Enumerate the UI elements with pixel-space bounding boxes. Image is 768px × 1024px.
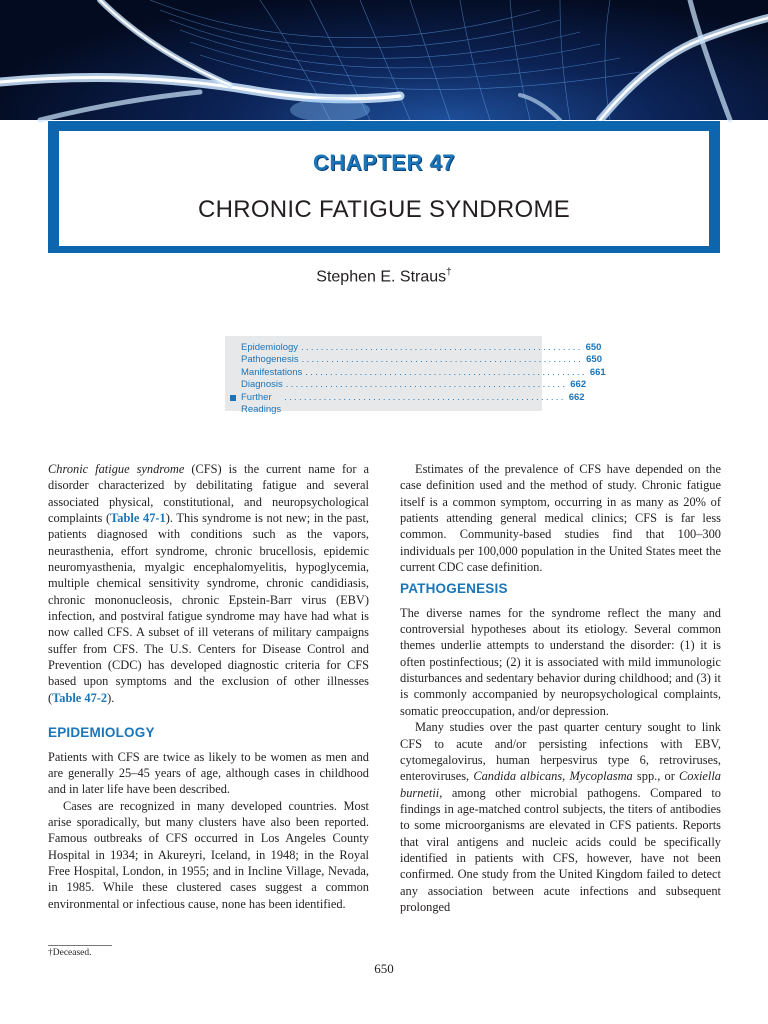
author-footnote-mark: † xyxy=(446,267,452,278)
chapter-contents xyxy=(225,336,606,415)
square-bullet-icon xyxy=(230,395,236,401)
right-column xyxy=(400,461,721,915)
pathogenesis-paragraph xyxy=(400,719,721,915)
toc-label: Further Readings xyxy=(241,391,282,415)
footnote: †Deceased. xyxy=(48,948,92,958)
toc-item-diagnosis[interactable] xyxy=(241,379,587,391)
title-panel xyxy=(59,131,709,246)
toc-leader: ......................................................... xyxy=(301,354,584,366)
left-column xyxy=(48,461,369,912)
intro-text: (CFS) is the current name for a disorder characterized by debilitating fatigue and several associated physical, constitutional, and neuropsychological complaints ( xyxy=(48,462,370,526)
body-text: , among other microbial pathogens. Compared to findings in age-matched control subjects, the titers of antibodies to some microorganisms are elevated in CFS patients. Reports that viral antigens and nucleic acids could be specifically identified in patients with CFS, however, have not been confirmed. One study from the United Kingdom failed to detect any association between acute infections and subsequent prolonged xyxy=(400,785,721,914)
epidemiology-paragraph: Estimates of the prevalence of CFS have depended on the case definition used and the method of study. Chronic fatigue itself is a common symptom, occurring in as many as 20% of patients attending general medical clinics; CFS is far less common. Community-based studies find that 100–300 individuals per 100,000 population in the United States meet the current CDC case definition. xyxy=(400,462,721,575)
epidemiology-paragraph: Cases are recognized in many developed countries. Most arise sporadically, but many clusters have also been reported. Famous outbreaks of CFS occurred in Los Angeles County Hospital in 1934; in Akureyri, Iceland, in 1948; in the Royal Free Hospital, London, in 1955; and in Incline Village, Nevada, in 1985. While these clustered cases suggest a common environmental or infectious cause, none has been identified. xyxy=(48,798,369,911)
toc-item-pathogenesis[interactable] xyxy=(241,354,602,366)
toc-page: 662 xyxy=(570,379,587,391)
organism-name: Candida albicans xyxy=(473,769,563,784)
toc-leader: ......................................................... xyxy=(301,342,583,353)
section-heading-epidemiology: EPIDEMIOLOGY xyxy=(48,725,155,741)
neural-mesh-graphic xyxy=(0,0,768,120)
intro-text: ). This syndrome is not new; in the past, patients diagnosed with conditions such as the vapors, neurasthenia, effort syndrome, chronic brucellosis, epidemic neuromyasthenia, myalgic encephalomyelitis, hypoglycemia, multiple chemical sensitivity syndrome, chronic candidiasis, chronic mononucleosis, chronic Epstein-Barr virus (EBV) infection, and postviral fatigue syndrome may have had what is now called CFS. A subset of ill veterans of military campaigns suffer from CFS. The U.S. Centers for Disease Control and Prevention (CDC) has developed diagnostic criteria for CFS based upon symptoms and the exclusion of other illnesses ( xyxy=(48,511,369,705)
organism-name: Coxiella burnetii xyxy=(400,769,721,800)
toc-leader: ......................................................... xyxy=(284,391,566,403)
pathogenesis-paragraph: The diverse names for the syndrome reflect the many and controversial hypotheses about its etiology. Several common themes underlie attempts to understand the disorder: (1) it is often postinfectious; (2) it is associated with mild immunologic disturbances and sedentary behavior during childhood; and (3) it is commonly accompanied by neuropsychological complaints, somatic preoccupation, and/or depression. xyxy=(400,605,721,718)
chapter-number: CHAPTER 47 xyxy=(313,150,455,175)
author-name: Stephen E. Straus xyxy=(316,268,447,286)
toc-label: Diagnosis xyxy=(241,379,283,391)
toc-item-epidemiology[interactable] xyxy=(241,342,602,354)
toc-leader: ......................................................... xyxy=(285,379,568,391)
organism-name: Mycoplasma xyxy=(569,769,633,784)
toc-label: Epidemiology xyxy=(241,342,299,353)
body-text: Many studies over the past quarter century sought to link CFS to acute and/or persisting infections with EBV, cytomegalovirus, human herpesvirus type 6, retroviruses, enteroviruses, xyxy=(400,720,721,784)
toc-page: 662 xyxy=(568,391,585,403)
toc-label: Pathogenesis xyxy=(241,354,299,366)
toc-page: 650 xyxy=(585,342,602,353)
section-heading-pathogenesis: PATHOGENESIS xyxy=(400,581,508,597)
intro-paragraph xyxy=(48,461,369,706)
chapter-title: CHRONIC FATIGUE SYNDROME xyxy=(197,196,571,223)
epidemiology-paragraph: Patients with CFS are twice as likely to be women as men and are generally 25–45 years of age, although cases in childhood and in later life have been described. xyxy=(48,749,369,797)
toc-item-manifestations[interactable] xyxy=(241,366,606,379)
footnote-divider xyxy=(48,945,112,946)
toc-label: Manifestations xyxy=(241,366,303,378)
defined-term: Chronic fatigue syndrome xyxy=(48,462,185,476)
toc-page: 650 xyxy=(586,354,602,366)
toc-page: 661 xyxy=(589,366,606,378)
body-text: spp., or xyxy=(632,769,679,784)
table-link-47-2[interactable]: Table 47-2 xyxy=(52,690,108,705)
intro-text: ). xyxy=(107,690,115,705)
table-link-47-1[interactable]: Table 47-1 xyxy=(110,511,166,526)
author-line xyxy=(0,267,768,286)
toc-item-further-readings[interactable] xyxy=(241,391,585,415)
toc-leader: ......................................................... xyxy=(305,366,587,378)
chapter-banner-image xyxy=(0,0,768,120)
body-text: , xyxy=(562,769,570,784)
page-number: 650 xyxy=(374,961,394,976)
